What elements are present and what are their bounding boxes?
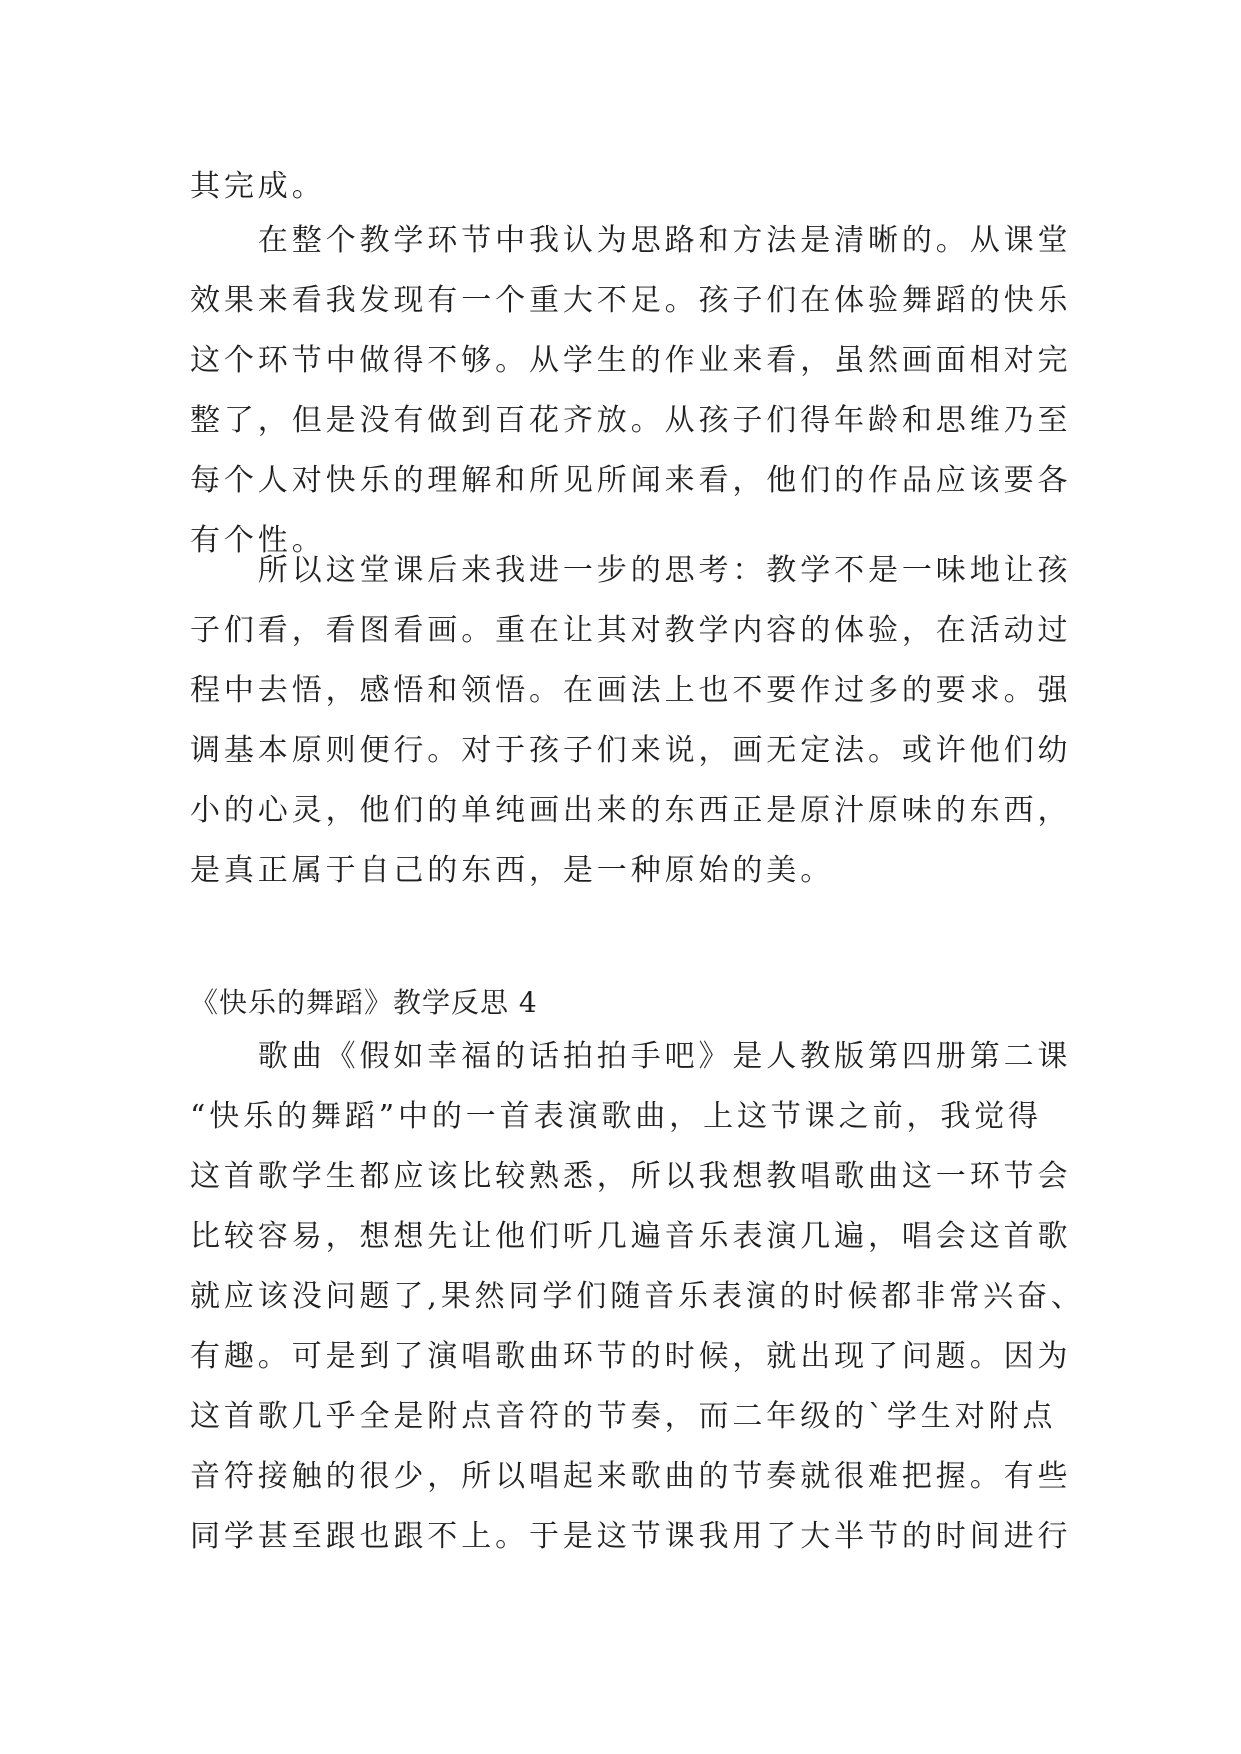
text-line: 调基本原则便行。对于孩子们来说，画无定法。或许他们幼: [190, 733, 1072, 768]
paragraph-continuation: [190, 157, 1060, 217]
text-line: 所以这堂课后来我进一步的思考：教学不是一味地让孩: [190, 553, 1072, 588]
text-line: 有个性。: [190, 523, 326, 558]
text-line: 每个人对快乐的理解和所见所闻来看，他们的作品应该要各: [190, 463, 1072, 498]
text-line: 整了，但是没有做到百花齐放。从孩子们得年龄和思维乃至: [190, 403, 1072, 438]
text-line: 歌曲《假如幸福的话拍拍手吧》是人教版第四册第二课: [190, 1039, 1072, 1074]
text-line: 子们看，看图看画。重在让其对教学内容的体验，在活动过: [190, 613, 1072, 648]
text-line: 程中去悟，感悟和领悟。在画法上也不要作过多的要求。强: [190, 673, 1072, 708]
text-line: 音符接触的很少，所以唱起来歌曲的节奏就很难把握。有些: [190, 1459, 1072, 1494]
text-line: 效果来看我发现有一个重大不足。孩子们在体验舞蹈的快乐: [190, 283, 1072, 318]
text-line: 是真正属于自己的东西，是一种原始的美。: [190, 853, 835, 888]
text-line: 在整个教学环节中我认为思路和方法是清晰的。从课堂: [190, 223, 1072, 258]
section-heading: 《快乐的舞蹈》教学反思 4: [190, 986, 538, 1019]
paragraph-song-lesson: [190, 1027, 1085, 1567]
text-line: 就应该没问题了,果然同学们随音乐表演的时候都非常兴奋、: [190, 1279, 1085, 1314]
text-line: 这首歌学生都应该比较熟悉，所以我想教唱歌曲这一环节会: [190, 1159, 1072, 1194]
text-line: 这首歌几乎全是附点音符的节奏，而二年级的`学生对附点: [190, 1399, 1057, 1434]
text-line: 同学甚至跟也跟不上。于是这节课我用了大半节的时间进行: [190, 1519, 1072, 1554]
text-line: 这个环节中做得不够。从学生的作业来看，虽然画面相对完: [190, 343, 1072, 378]
text-line: 其完成。: [190, 169, 326, 204]
text-line: 有趣。可是到了演唱歌曲环节的时候，就出现了问题。因为: [190, 1339, 1072, 1374]
paragraph-teaching-evaluation: [190, 211, 1072, 571]
paragraph-further-thinking: [190, 541, 1072, 901]
text-line: 比较容易，想想先让他们听几遍音乐表演几遍，唱会这首歌: [190, 1219, 1072, 1254]
text-line: “快乐的舞蹈”中的一首表演歌曲，上这节课之前，我觉得: [190, 1099, 1043, 1134]
text-line: 小的心灵，他们的单纯画出来的东西正是原汁原味的东西，: [190, 793, 1072, 828]
